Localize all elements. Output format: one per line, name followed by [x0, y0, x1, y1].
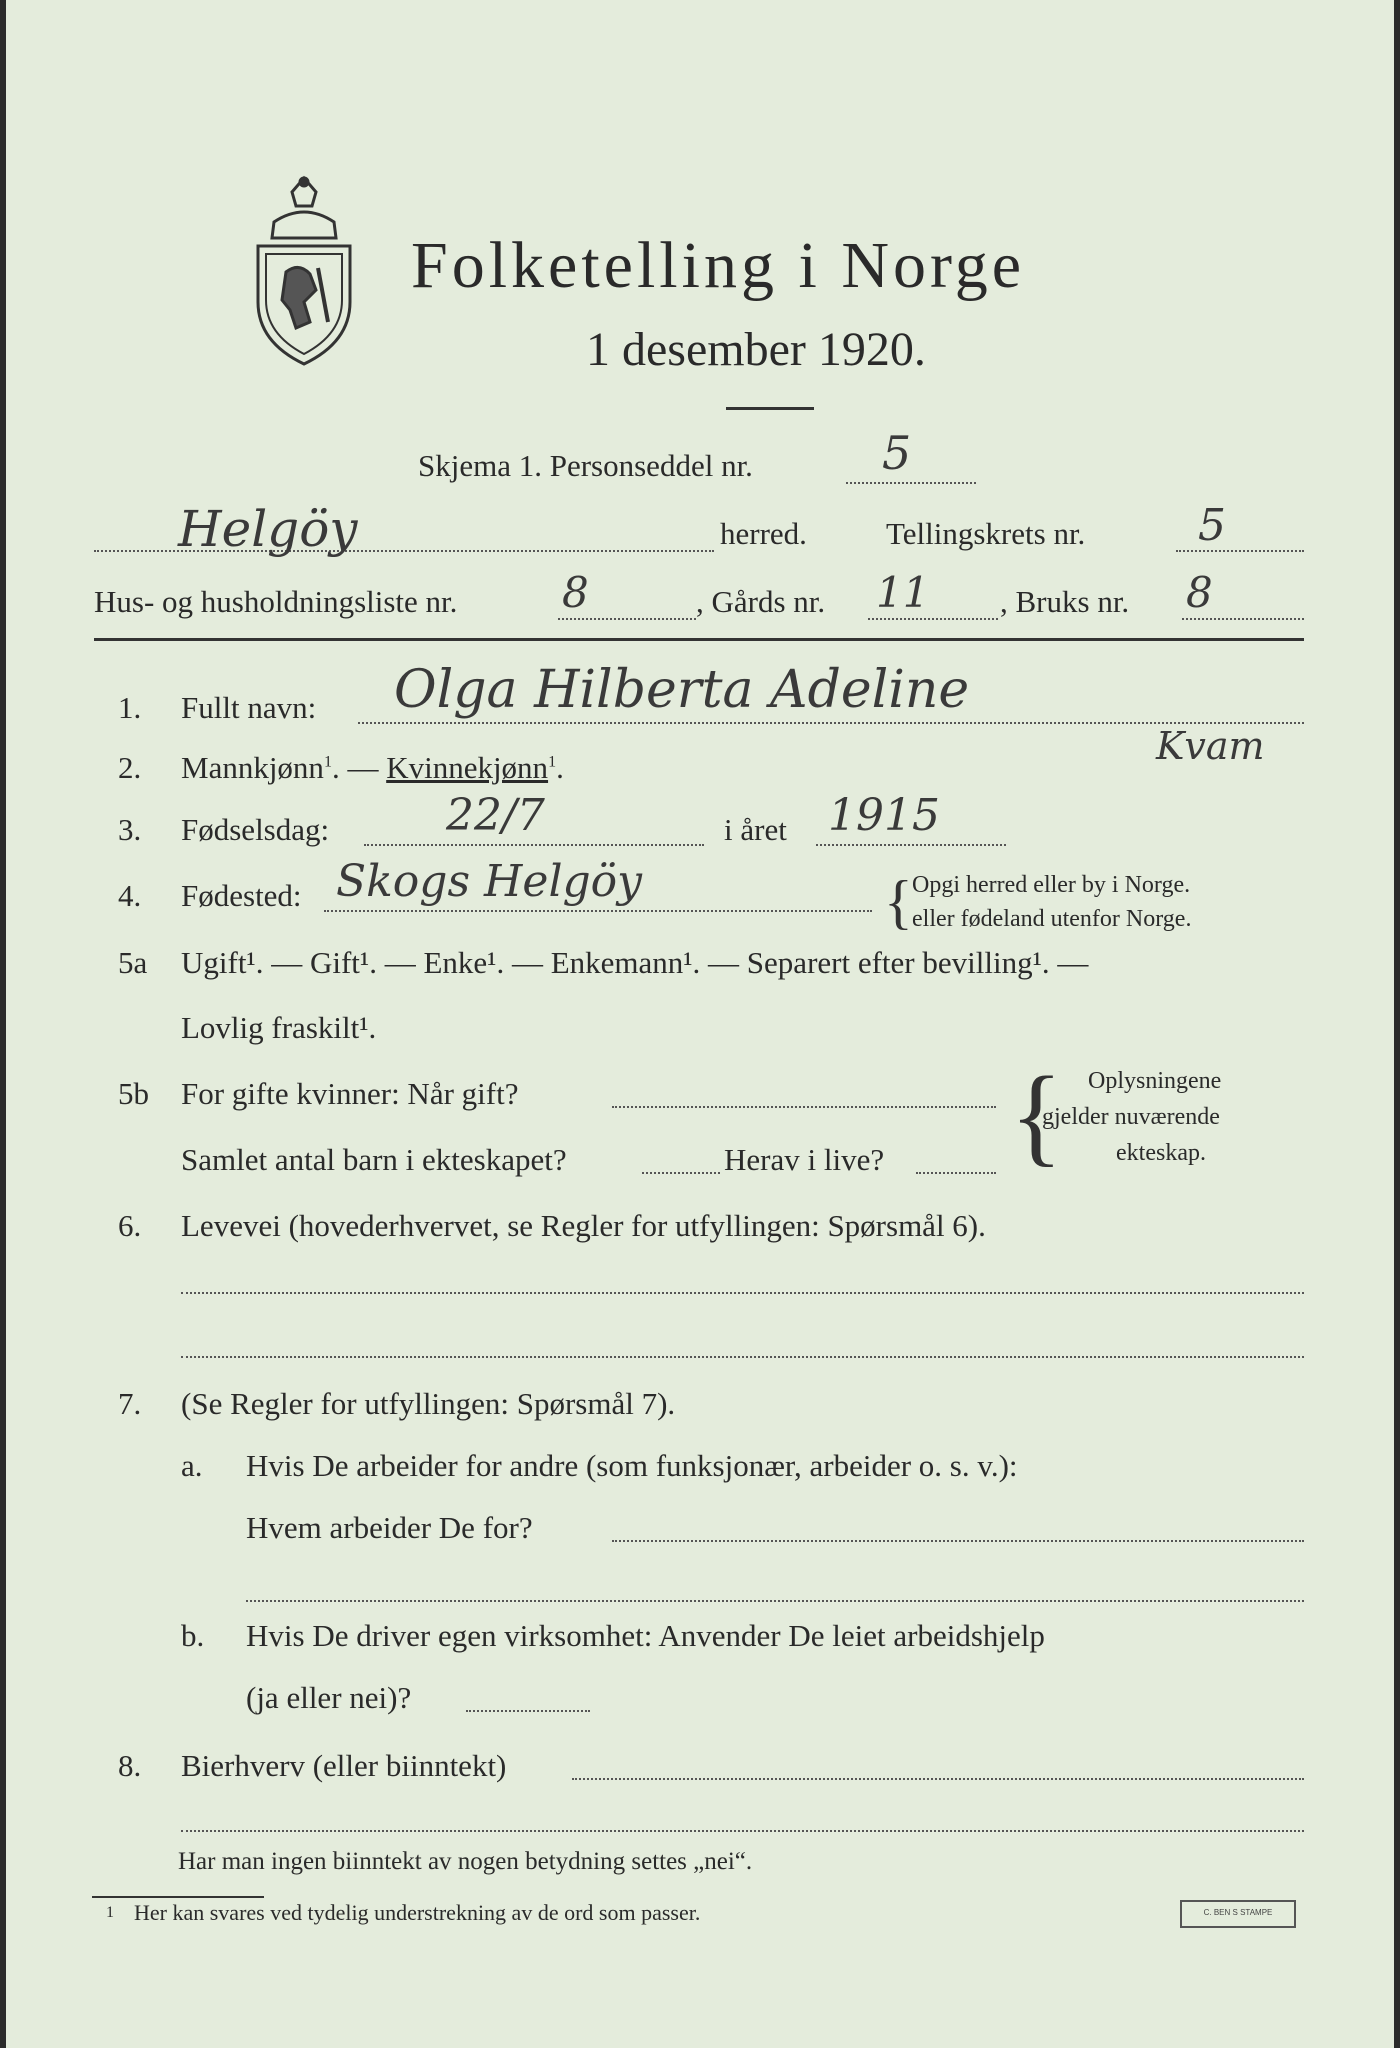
- q2-option-female[interactable]: Kvinnekjønn: [386, 750, 549, 785]
- q4-note-1: Opgi herred eller by i Norge.: [912, 872, 1191, 898]
- q4-number: 4.: [118, 878, 142, 913]
- q3-year-value: 1915: [828, 790, 940, 841]
- q3-year-label: i året: [724, 812, 787, 847]
- q5b-label-2: Samlet antal barn i ekteskapet?: [181, 1142, 567, 1177]
- q7a-field-line-2: [246, 1600, 1304, 1602]
- q4-value: Skogs Helgöy: [336, 856, 643, 907]
- footnote-number: 1: [106, 1904, 114, 1921]
- q1-label: Fullt navn:: [181, 690, 317, 725]
- q5b-note-1: Oplysningene: [1088, 1068, 1222, 1094]
- q4-label: Fødested:: [181, 878, 302, 913]
- q5b-note-2: gjelder nuværende: [1042, 1104, 1220, 1130]
- q4-field-line: [324, 910, 872, 912]
- q4-brace: {: [884, 869, 913, 935]
- bruks-label: , Bruks nr.: [1000, 584, 1130, 619]
- q7a-label-2: Hvem arbeider De for?: [246, 1510, 533, 1545]
- q7a-field-line-1: [612, 1540, 1304, 1542]
- q5b-field-line: [612, 1106, 996, 1108]
- q6-number: 6.: [118, 1208, 142, 1243]
- q7b-field-line: [466, 1710, 590, 1712]
- q7a-label: Hvis De arbeider for andre (som funksjonær, arbeider o. s. v.):: [246, 1448, 1018, 1483]
- note-nei: Har man ingen biinntekt av nogen betydning settes „nei“.: [178, 1848, 753, 1875]
- q7b-letter: b.: [181, 1618, 205, 1653]
- q5a-options-2: Lovlig fraskilt¹.: [181, 1010, 377, 1045]
- title-divider: [726, 407, 814, 410]
- form-title: Folketelling i Norge: [411, 229, 1026, 302]
- tellingskrets-value: 5: [1198, 500, 1226, 551]
- q8-label: Bierhverv (eller biinntekt): [181, 1748, 507, 1783]
- q3-year-field-line: [816, 844, 1006, 846]
- q7b-label-2: (ja eller nei)?: [246, 1680, 412, 1715]
- skjema-value: 5: [882, 426, 912, 480]
- hus-field-line: [558, 618, 696, 620]
- gards-field-line: [868, 618, 998, 620]
- q5a-options: Ugift¹. — Gift¹. — Enke¹. — Enkemann¹. — Separert efter bevilling¹. —: [181, 945, 1089, 980]
- q6-label: Levevei (hovederhvervet, se Regler for utfyllingen: Spørsmål 6).: [181, 1208, 986, 1243]
- q3-label: Fødselsdag:: [181, 812, 330, 847]
- q1-number: 1.: [118, 690, 142, 725]
- q2-option-male[interactable]: Mannkjønn: [181, 750, 324, 785]
- header-divider: [94, 638, 1304, 641]
- q1-value: Olga Hilberta Adeline: [394, 660, 970, 720]
- printer-stamp: [1180, 1900, 1296, 1928]
- footnote-text: Her kan svares ved tydelig understrekning av de ord som passer.: [134, 1900, 701, 1925]
- hus-label: Hus- og husholdningsliste nr.: [94, 584, 458, 619]
- q3-value: 22/7: [446, 790, 545, 841]
- q5b-label: For gifte kvinner: Når gift?: [181, 1076, 519, 1111]
- q7-number: 7.: [118, 1386, 142, 1421]
- printer-stamp-text: C. BEN S STAMPE: [1203, 1908, 1273, 1917]
- norway-coat-of-arms-icon: [244, 172, 364, 372]
- census-form-page: [6, 0, 1394, 2048]
- q5b-note-3: ekteskap.: [1116, 1140, 1206, 1166]
- q5b-children-field-line: [642, 1172, 720, 1174]
- q6-field-line-1: [181, 1292, 1304, 1294]
- tellingskrets-field-line: [1176, 550, 1304, 552]
- skjema-field-line: [846, 482, 976, 484]
- q7b-label: Hvis De driver egen virksomhet: Anvender De leiet arbeidshjelp: [246, 1618, 1045, 1653]
- q5a-number: 5a: [118, 945, 148, 980]
- q5b-brace: {: [1010, 1054, 1063, 1176]
- q7a-letter: a.: [181, 1448, 203, 1483]
- census-date: 1 desember 1920.: [586, 323, 926, 376]
- skjema-label: Skjema 1. Personseddel nr.: [418, 448, 753, 483]
- tellingskrets-label: Tellingskrets nr.: [886, 516, 1086, 551]
- gards-label: , Gårds nr.: [696, 584, 826, 619]
- bruks-field-line: [1182, 618, 1304, 620]
- q4-note-2: eller fødeland utenfor Norge.: [912, 906, 1192, 932]
- q5b-alive-field-line: [916, 1172, 996, 1174]
- footnote-divider: [92, 1896, 264, 1898]
- q6-field-line-2: [181, 1356, 1304, 1358]
- q7-label: (Se Regler for utfyllingen: Spørsmål 7).: [181, 1386, 676, 1421]
- q5b-label-3: Herav i live?: [724, 1142, 885, 1177]
- q3-field-line: [364, 844, 704, 846]
- herred-label: herred.: [720, 516, 807, 551]
- q5b-number: 5b: [118, 1076, 149, 1111]
- herred-value: Helgöy: [178, 500, 358, 558]
- q8-field-line-1: [572, 1778, 1304, 1780]
- q3-number: 3.: [118, 812, 142, 847]
- hus-value: 8: [562, 568, 589, 617]
- q2-label: Mannkjønn$^1$. — Kvinnekjønn$^1$.: [181, 750, 564, 785]
- q1-value-extra: Kvam: [1156, 724, 1265, 768]
- q8-field-line-2: [181, 1830, 1304, 1832]
- q8-number: 8.: [118, 1748, 142, 1783]
- bruks-value: 8: [1186, 568, 1213, 617]
- q2-number: 2.: [118, 750, 142, 785]
- gards-value: 11: [876, 568, 930, 617]
